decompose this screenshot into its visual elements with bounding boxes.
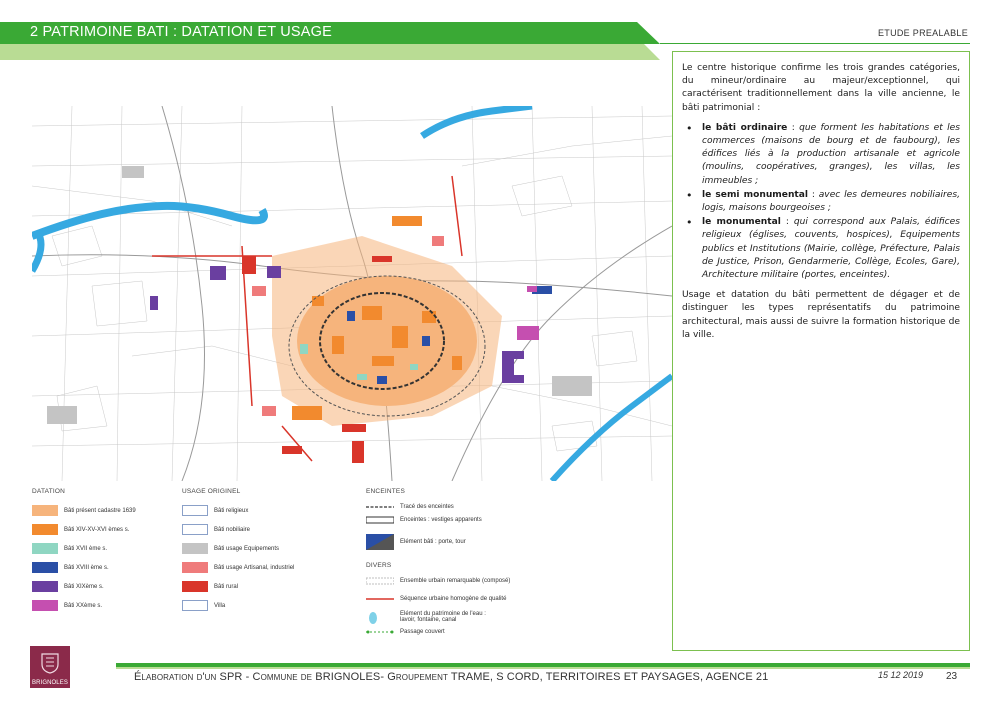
legend-item bbox=[32, 501, 172, 520]
document-tag: ETUDE PREALABLE bbox=[877, 28, 968, 38]
covered-passage-symbol bbox=[366, 626, 394, 638]
legend-divers-title: DIVERS bbox=[366, 562, 392, 569]
legend-item bbox=[32, 577, 172, 596]
legend-item bbox=[182, 539, 342, 558]
legend-item bbox=[182, 558, 342, 577]
legend-item bbox=[182, 501, 342, 520]
legend-label: Bâti usage Artisanal, industriel bbox=[214, 564, 295, 571]
swatch-1639 bbox=[32, 505, 58, 516]
legend-label: Passage couvert bbox=[400, 629, 445, 635]
legend-datation bbox=[32, 488, 172, 615]
legend-label: Bâti XVII ème s. bbox=[64, 545, 108, 552]
list-item: • le monumental : qui correspond aux Palais, édifices religieux (églises, couvents, hospices), Equipements publics et Institutions (Mairie, collège, Préfecture, Palais de Justice, Prison, Gendarmerie, Collège, Ecoles, Gare), Architecture militaire (portes, enceintes). bbox=[682, 216, 960, 282]
legend-label: Bâti XIXème s. bbox=[64, 583, 104, 590]
swatch-artisanal bbox=[182, 562, 208, 573]
legend-label: Tracé des enceintes bbox=[400, 504, 454, 510]
remarkable-ensemble-symbol bbox=[366, 575, 394, 587]
legend-label: Bâti présent cadastre 1639 bbox=[64, 507, 136, 514]
water-heritage-icon bbox=[366, 611, 394, 625]
legend-item bbox=[366, 626, 576, 638]
legend-item bbox=[32, 558, 172, 577]
legend-enceintes-title: ENCEINTES bbox=[366, 488, 406, 495]
legend-item bbox=[182, 520, 342, 539]
legend-item bbox=[366, 534, 576, 550]
legend-usage bbox=[182, 488, 342, 615]
legend-label: Bâti XVIII ème s. bbox=[64, 564, 109, 571]
swatch-villa bbox=[182, 600, 208, 611]
legend-item bbox=[32, 539, 172, 558]
urban-sequence-symbol bbox=[366, 593, 394, 605]
logo-label: BRIGNOLES bbox=[32, 680, 68, 686]
header-rule bbox=[660, 43, 970, 44]
swatch-nobiliary bbox=[182, 524, 208, 535]
legend-label: Séquence urbaine homogène de qualité bbox=[400, 596, 507, 602]
legend-datation-title: DATATION bbox=[32, 488, 66, 495]
swatch-18th bbox=[32, 562, 58, 573]
legend-item bbox=[32, 596, 172, 615]
legend-label: Villa bbox=[214, 602, 226, 609]
legend-item bbox=[32, 520, 172, 539]
swatch-religious bbox=[182, 505, 208, 516]
legend-enceintes bbox=[366, 488, 576, 639]
footer-date: 15 12 2019 bbox=[878, 670, 924, 680]
list-item: • le semi monumental : avec les demeures nobiliaires, logis, maisons bourgeoises ; bbox=[682, 189, 960, 215]
wall-vestige-symbol bbox=[366, 514, 394, 526]
gate-tower-symbol bbox=[366, 534, 394, 550]
legend-label: Ensemble urbain remarquable (composé) bbox=[400, 578, 511, 584]
legend-item bbox=[366, 501, 576, 513]
swatch-17th bbox=[32, 543, 58, 554]
swatch-14-16th bbox=[32, 524, 58, 535]
footer-rule-light bbox=[116, 667, 970, 669]
description-box bbox=[672, 51, 970, 651]
heritage-map bbox=[32, 106, 672, 481]
legend-item bbox=[366, 593, 576, 605]
legend-label: Bâti nobiliaire bbox=[214, 526, 251, 533]
footer-title: Élaboration d'un SPR - Commune de BRIGNOLES- Groupement TRAME, S CORD, TERRITOIRES ET PAYSAGES, AGENCE 21 bbox=[134, 671, 769, 683]
header-underbar bbox=[0, 44, 660, 60]
legend-item bbox=[366, 514, 576, 526]
legend-label: Bâti rural bbox=[214, 583, 239, 590]
legend-label: Bâti usage Equipements bbox=[214, 545, 280, 552]
legend-item bbox=[182, 577, 342, 596]
brignoles-logo bbox=[30, 646, 70, 688]
legend-label: Bâti religieux bbox=[214, 507, 249, 514]
legend-item bbox=[366, 575, 576, 587]
page-title: 2 PATRIMOINE BATI : DATATION ET USAGE bbox=[30, 24, 333, 40]
wall-trace-symbol bbox=[366, 501, 394, 513]
legend-item bbox=[366, 611, 576, 625]
page-number: 23 bbox=[946, 671, 958, 682]
swatch-19th bbox=[32, 581, 58, 592]
swatch-20th bbox=[32, 600, 58, 611]
outro-paragraph: Usage et datation du bâti permettent de dégager et de distinguer les types représentatifs du patrimoine architectural, mais aussi de suivre la formation historique de la ville. bbox=[682, 290, 960, 340]
legend-label: Bâti XXème s. bbox=[64, 602, 103, 609]
intro-paragraph: Le centre historique confirme les trois grandes catégories, du mineur/ordinaire au majeur/exceptionnel, qui caractérisent traditionnellement dans la ville ancienne, le bâti patrimonial : bbox=[682, 63, 960, 113]
legend-label: Elément bâti : porte, tour bbox=[400, 539, 466, 545]
swatch-equipment bbox=[182, 543, 208, 554]
legend-usage-title: USAGE ORIGINEL bbox=[182, 488, 241, 495]
category-list bbox=[682, 122, 960, 282]
swatch-rural bbox=[182, 581, 208, 592]
legend-label: Enceintes : vestiges apparents bbox=[400, 517, 482, 523]
coat-of-arms-icon bbox=[40, 652, 60, 674]
list-item: • le bâti ordinaire : que forment les habitations et les commerces (maisons de bourg et de faubourg), les édifices liés à la production artisanale et agricole (moulins, coopératives, granges), les villas, les immeubles ; bbox=[682, 122, 960, 188]
legend-label: Bâti XIV-XV-XVI èmes s. bbox=[64, 526, 130, 533]
legend-label: Elément du patrimoine de l'eau : lavoir, fontaine, canal bbox=[400, 611, 486, 623]
legend-item bbox=[182, 596, 342, 615]
